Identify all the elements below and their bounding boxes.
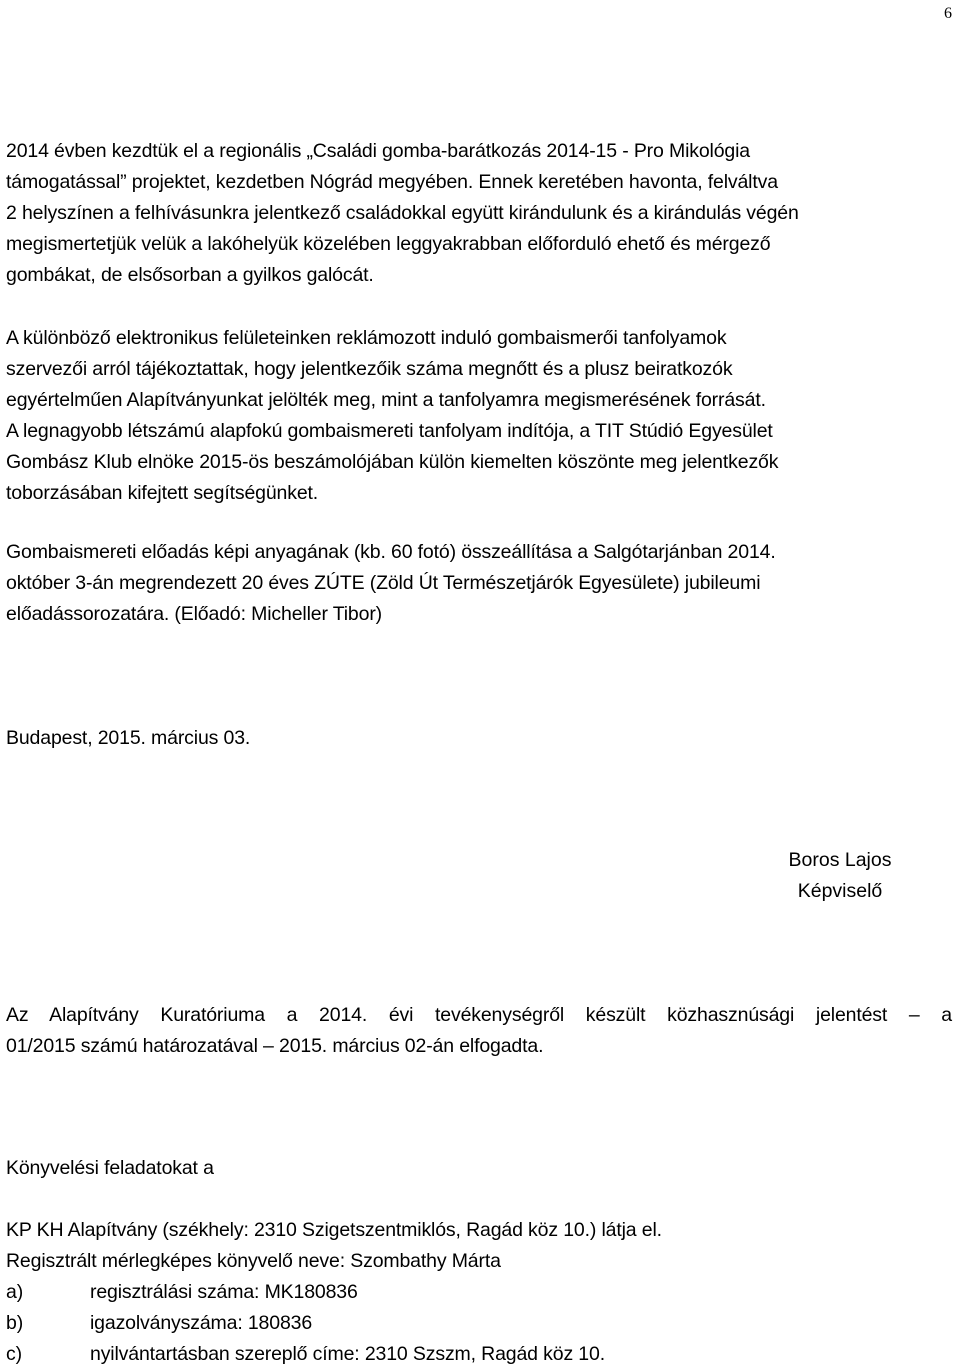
text-line: támogatással” projektet, kezdetben Nógrád megyében. Ennek keretében havonta, felváltva xyxy=(6,171,778,193)
signatory-title: Képviselő xyxy=(797,880,883,902)
place-and-date xyxy=(6,723,952,754)
list-item xyxy=(6,1277,952,1308)
text-line: október 3-án megrendezett 20 éves ZÚTE (Zöld Út Természetjárók Egyesülete) jubileumi xyxy=(6,572,761,594)
list-item-text: igazolványszáma: 180836 xyxy=(90,1312,313,1334)
text-line: gombákat, de elsősorban a gyilkos galócát. xyxy=(6,264,374,286)
text-line: 2 helyszínen a felhívásunkra jelentkező családokkal együtt kirándulunk és a kirándulás végén xyxy=(6,202,799,224)
page-number: 6 xyxy=(944,5,952,22)
paragraph-courses xyxy=(6,323,952,509)
text-line: Budapest, 2015. március 03. xyxy=(6,727,251,749)
text-line: egyértelműen Alapítványunkat jelölték meg, mint a tanfolyamra megismerésének forrását. xyxy=(6,389,766,411)
text-line: toborzásában kifejtett segítségünket. xyxy=(6,482,319,504)
list-item xyxy=(6,1339,952,1370)
list-item xyxy=(6,1308,952,1339)
text-line: szervezői arról tájékoztattak, hogy jelentkezőik száma megnőtt és a plusz beiratkozók xyxy=(6,358,733,380)
text-line: 2014 évben kezdtük el a regionális „Családi gomba-barátkozás 2014-15 - Pro Mikológia xyxy=(6,140,750,162)
text-line: Regisztrált mérlegképes könyvelő neve: Szombathy Márta xyxy=(6,1250,501,1272)
bookkeeping-heading xyxy=(6,1153,952,1184)
text-line: megismertetjük velük a lakóhelyük közelében leggyakrabban előforduló ehető és mérgező xyxy=(6,233,771,255)
paragraph-family-mushroom-program xyxy=(6,136,952,291)
list-item-text: nyilvántartásban szereplő címe: 2310 Szszm, Ragád köz 10. xyxy=(90,1343,605,1365)
text-line: előadássorozatára. (Előadó: Micheller Tibor) xyxy=(6,603,383,625)
paragraph-board-approval xyxy=(6,1000,952,1062)
text-line: Könyvelési feladatokat a xyxy=(6,1157,214,1179)
text-line: A legnagyobb létszámú alapfokú gombaismereti tanfolyam indítója, a TIT Stúdió Egyesület xyxy=(6,420,773,442)
signature-block xyxy=(740,845,940,907)
text-line: A különböző elektronikus felületeinken reklámozott induló gombaismerői tanfolyamok xyxy=(6,327,727,349)
bookkeeping-details xyxy=(6,1215,952,1370)
signatory-name: Boros Lajos xyxy=(788,849,892,871)
list-marker: c) xyxy=(6,1343,22,1365)
list-marker: b) xyxy=(6,1312,24,1334)
text-line: Gombaismereti előadás képi anyagának (kb. 60 fotó) összeállítása a Salgótarjánban 2014. xyxy=(6,541,776,563)
text-line: 01/2015 számú határozatával – 2015. március 02-án elfogadta. xyxy=(6,1035,544,1057)
text-line: KP KH Alapítvány (székhely: 2310 Szigetszentmiklós, Ragád köz 10.) látja el. xyxy=(6,1219,662,1241)
text-line: Gombász Klub elnöke 2015-ös beszámolójában külön kiemelten köszönte meg jelentkezők xyxy=(6,451,779,473)
list-marker: a) xyxy=(6,1281,24,1303)
list-item-text: regisztrálási száma: MK180836 xyxy=(90,1281,358,1303)
paragraph-lecture-material xyxy=(6,537,952,630)
text-line: Az Alapítvány Kuratóriuma a 2014. évi tevékenységről készült közhasznúsági jelentést – a xyxy=(6,1004,952,1026)
